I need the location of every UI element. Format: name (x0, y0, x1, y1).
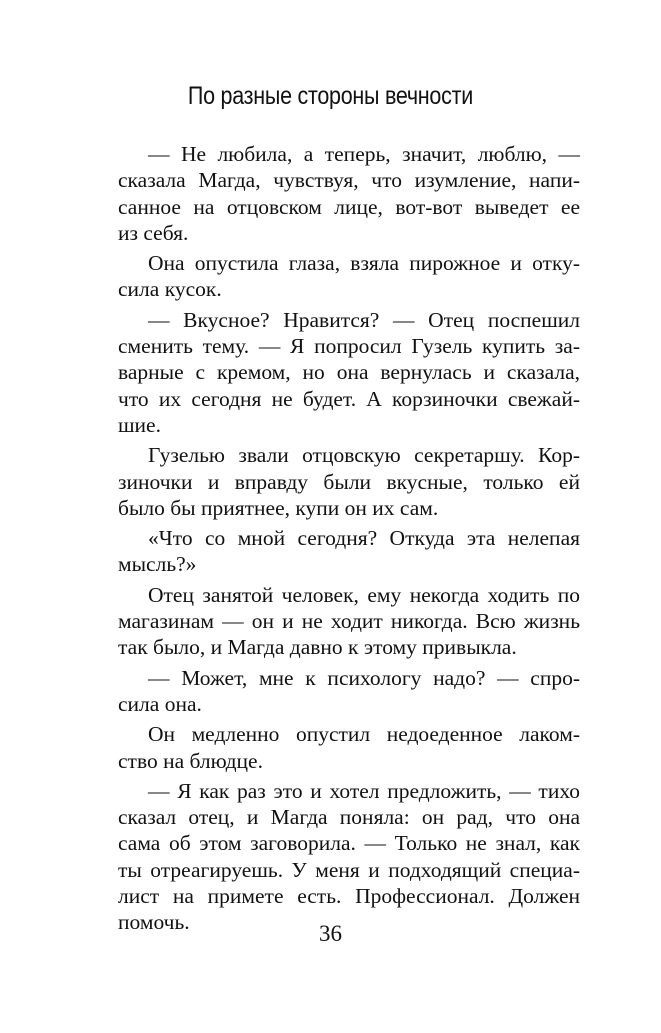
text-line: сменить тему. — Я попросил Гузель купить за- (118, 334, 580, 359)
text-line: что их сегодня не будет. А корзиночки свежай- (118, 386, 580, 411)
text-line: сила она. (118, 691, 202, 716)
text-line: варные с кремом, но она вернулась и сказала, (118, 360, 580, 385)
text-line: — Вкусное? Нравится? — Отец поспешил (148, 307, 580, 332)
text-line: Гузелью звали отцовскую секретаршу. Кор- (148, 443, 580, 468)
text-line: сказала Магда, чувствуя, что изумление, напи- (118, 168, 580, 193)
text-line: — Я как раз это и хотел предложить, — тихо (148, 778, 580, 803)
text-line: — Может, мне к психологу надо? — спро- (148, 665, 580, 690)
running-title: По разные стороны вечности (187, 82, 473, 110)
text-line: сила кусок. (118, 277, 222, 302)
body-text (118, 141, 580, 936)
text-line: лист на примете есть. Профессионал. Должен (118, 884, 580, 909)
text-line: Отец занятой человек, ему некогда ходить по (148, 582, 580, 607)
text-line: зиночки и вправду были вкусные, только ей (118, 469, 580, 494)
text-line: санное на отцовском лице, вот-вот выведет ее (118, 194, 580, 219)
text-line: «Что со мной сегодня? Откуда эта нелепая (148, 526, 580, 551)
text-line: помочь. (118, 910, 190, 935)
text-line: ты отреагируешь. У меня и подходящий специа- (118, 857, 580, 882)
text-line: мысль?» (118, 552, 197, 577)
text-line: ство на блюдце. (118, 748, 263, 773)
text-line: — Не любила, а теперь, значит, люблю, — (148, 142, 580, 166)
text-line: из себя. (118, 220, 189, 245)
text-line: магазинам — он и не ходит никогда. Всю жизнь (118, 609, 580, 634)
text-line: было бы приятнее, купи он их сам. (118, 495, 439, 520)
text-line: Он медленно опустил недоеденное лаком- (148, 722, 580, 747)
text-line: сама об этом заговорила. — Только не знал, как (118, 831, 580, 856)
text-line: шие. (118, 412, 161, 437)
page-number: 36 (319, 921, 342, 946)
text-line: сказал отец, и Магда поняла: он рад, что она (118, 805, 580, 830)
text-line: Она опустила глаза, взяла пирожное и отку- (148, 251, 580, 276)
text-line: так было, и Магда давно к этому привыкла. (118, 635, 517, 660)
